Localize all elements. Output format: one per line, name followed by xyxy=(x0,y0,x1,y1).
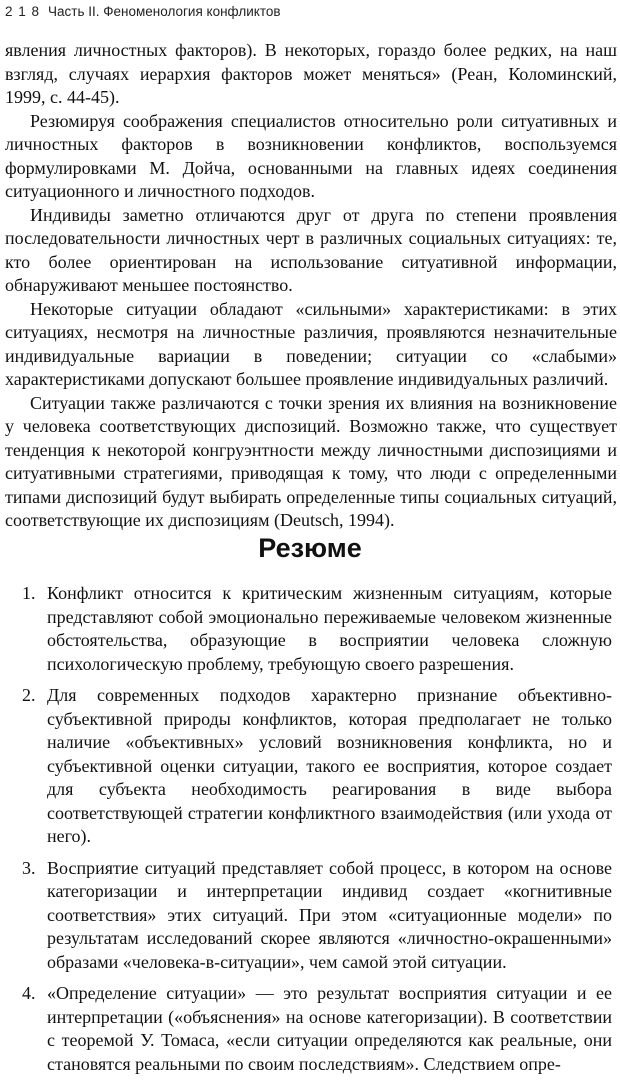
paragraph: явления личностных факторов). В некоторых, гораздо более редких, на наш взгляд, случаях иерархия факторов может меняться» (Реан, Коломинский, 1999, с. 44-45). xyxy=(5,40,617,107)
item-number: 3. xyxy=(22,857,36,878)
body-text xyxy=(5,39,617,533)
item-number: 1. xyxy=(22,583,36,603)
item-number: 2. xyxy=(22,685,36,705)
page-number: 2 1 8 xyxy=(5,4,41,19)
item-text: Конфликт относится к критическим жизненным ситуациям, которые представляют собой эмоционально переживаемые человеком жизненные обстоятельства, образующие в восприятии человека сложную психологическую проблему, требующую своего разрешения. xyxy=(47,583,612,674)
list-item xyxy=(0,982,612,1076)
paragraph: Ситуации также различаются с точки зрения их влияния на возникновение у человека соответствующих диспозиций. Возможно также, что существует тенденция к некоторой конгруэнтности между личностными диспозициями и ситуативными стратегиями, приводящая к тому, что люди с определенными типами диспозиций будут выбирать определенные типы социальных ситуаций, соответствующие их диспозициям (Deutsch, 1994). xyxy=(5,392,617,530)
paragraph: Индивиды заметно отличаются друг от друга по степени проявления последовательности личностных черт в различных социальных ситуациях: те, кто более ориентирован на использование ситуативной информации, обнаруживают меньшее постоянство. xyxy=(5,204,617,295)
list-item xyxy=(0,857,612,975)
paragraph: Некоторые ситуации обладают «сильными» характеристиками: в этих ситуациях, несмотря на личностные различия, проявляются незначительные индивидуальные вариации в поведении; ситуации со «слабыми» характеристиками допускают большее проявление индивидуальных различий. xyxy=(5,298,617,389)
list-item xyxy=(0,582,612,676)
item-text: Восприятие ситуаций представляет собой процесс, в котором на основе категоризации и интерпретации индивид создает «когнитивные соответствия» этих ситуаций. При этом «ситуационные модели» по результатам исследований скорее являются «личностно-окрашенными» образами «человека-в-ситуации», чем самой этой ситуации. xyxy=(47,857,612,972)
running-header xyxy=(5,4,281,19)
item-text: «Определение ситуации» — это результат восприятия ситуации и ее интерпретации («объяснения» на основе категоризации). В соответствии с теоремой У. Томаса, «если ситуации определяются как реальные, они становятся реальными по своим последствиям». Следствием опре- xyxy=(47,983,612,1074)
section-title: Резюме xyxy=(258,533,362,563)
list-item xyxy=(0,684,612,849)
running-title: Часть II. Феноменология конфликтов xyxy=(48,4,281,19)
item-number: 4. xyxy=(22,983,36,1003)
item-text: Для современных подходов характерно признание объективно-субъективной природы конфликтов, которая предполагает не только наличие «объективных» условий возникновения конфликта, но и субъективной оценки ситуации, такого ее восприятия, которое создает для субъекта необходимость реагирования в виде выбора соответствующей стратегии конфликтного взаимодействия (или ухода от него). xyxy=(47,685,612,846)
summary-list xyxy=(0,582,612,1084)
paragraph: Резюмируя соображения специалистов относительно роли ситуативных и личностных факторов в возникновении конфликтов, воспользуемся формулировками М. Дойча, основанными на главных идеях соединения ситуационного и личностного подходов. xyxy=(5,110,617,201)
